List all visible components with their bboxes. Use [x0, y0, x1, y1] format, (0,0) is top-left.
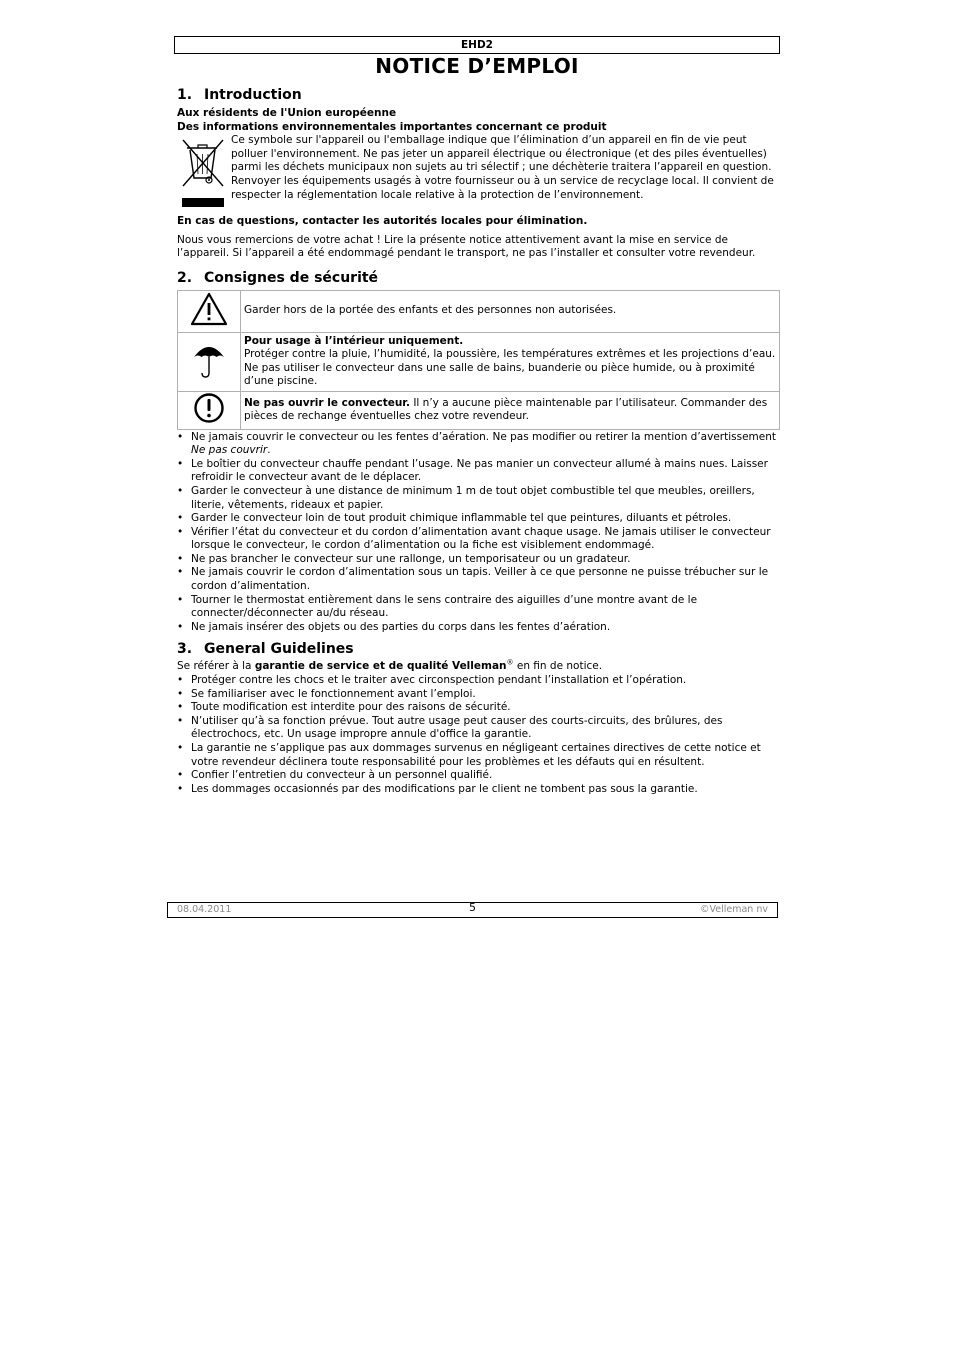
- safety-text-indoor: Pour usage à l’intérieur uniquement. Protéger contre la pluie, l’humidité, la poussière, les températures extrêmes et les projections d’eau. Ne pas utiliser le convecteur dans une salle de bains, buanderie ou pièce humide, ou à proximité d’une piscine.: [241, 332, 780, 391]
- umbrella-icon: [178, 332, 241, 391]
- list-item: • Ne jamais insérer des objets ou des parties du corps dans les fentes d’aération.: [177, 621, 779, 635]
- safety-text-do-not-open: Ne pas ouvrir le convecteur. Il n’y a aucune pièce maintenable par l’utilisateur. Commander des pièces de rechange éventuelles chez votre revendeur.: [241, 391, 780, 429]
- questions-line: En cas de questions, contacter les autorités locales pour élimination.: [177, 215, 588, 228]
- list-item: • Se familiariser avec le fonctionnement avant l’emploi.: [177, 688, 779, 702]
- list-item: • Ne pas brancher le convecteur sur une rallonge, un temporisateur ou un gradateur.: [177, 553, 779, 567]
- list-item: • Toute modification est interdite pour des raisons de sécurité.: [177, 701, 779, 715]
- list-item: • Vérifier l’état du convecteur et du cordon d’alimentation avant chaque usage. Ne jamais utiliser le convecteur lorsque le convecteur, le cordon d’alimentation ou la fiche est visiblement endommagé.: [177, 526, 779, 553]
- guidelines-bullet-list: [177, 674, 779, 796]
- page-footer: [167, 902, 778, 918]
- list-item: • Protéger contre les chocs et le traiter avec circonspection pendant l’installation et l’opération.: [177, 674, 779, 688]
- list-item: • Garder le convecteur loin de tout produit chimique inflammable tel que peintures, diluants et pétroles.: [177, 512, 779, 526]
- safety-row: [178, 391, 780, 429]
- footer-copyright: ©Velleman nv: [700, 904, 768, 915]
- eu-residents-line: Aux résidents de l'Union européenne: [177, 107, 397, 119]
- list-item: • Ne jamais couvrir le cordon d’alimentation sous un tapis. Veiller à ce que personne ne puisse trébucher sur le cordon d’alimentation.: [177, 566, 779, 593]
- weee-text: Ce symbole sur l'appareil ou l'emballage indique que l’élimination d’un appareil en fin de vie peut polluer l'environnement. Ne pas jeter un appareil électrique ou électronique (et des piles éventuelles) parmi les déchets municipaux non sujets au tri sélectif ; une déchèterie traitera l’appareil en question. Renvoyer les équipements usagés à votre fournisseur ou à un service de recyclage local. Il convient de respecter la réglementation locale relative à la protection de l’environnement.: [231, 134, 774, 201]
- warranty-reference: Se référer à la garantie de service et de qualité Velleman® en fin de notice.: [177, 658, 603, 673]
- model-name: EHD2: [461, 39, 493, 51]
- safety-row: [178, 290, 780, 332]
- list-item: • La garantie ne s’applique pas aux dommages survenus en négligeant certaines directives de cette notice et votre revendeur déclinera toute responsabilité pour les problèmes et les défauts qui en résultent.: [177, 742, 779, 769]
- section-heading-safety: 2. Consignes de sécurité: [177, 269, 379, 286]
- document-title: NOTICE D’EMPLOI: [375, 54, 579, 78]
- list-item: • Les dommages occasionnés par des modifications par le client ne tombent pas sous la garantie.: [177, 783, 779, 797]
- list-item: • N’utiliser qu’à sa fonction prévue. Tout autre usage peut causer des courts-circuits, des brûlures, des électrochocs, etc. Un usage impropre annule d'office la garantie.: [177, 715, 779, 742]
- section-heading-introduction: 1. Introduction: [177, 87, 302, 103]
- safety-row: [178, 332, 780, 391]
- list-item: • Tourner le thermostat entièrement dans le sens contraire des aiguilles d’une montre avant de le connecter/déconnecter au/du réseau.: [177, 594, 779, 621]
- safety-text-children: Garder hors de la portée des enfants et des personnes non autorisées.: [241, 290, 780, 332]
- list-item: • Garder le convecteur à une distance de minimum 1 m de tout objet combustible tel que meubles, oreillers, literie, vêtements, rideaux et papier.: [177, 485, 779, 512]
- safety-bullet-list: [177, 431, 779, 635]
- crossed-bin-icon: [177, 134, 231, 216]
- footer-date: 08.04.2011: [177, 904, 232, 915]
- thanks-paragraph: Nous vous remercions de votre achat ! Lire la présente notice attentivement avant la mise en service de l’appareil. Si l’appareil a été endommagé pendant le transport, ne pas l’installer et consulter votre revendeur.: [177, 233, 756, 260]
- exclamation-circle-icon: [178, 391, 241, 429]
- page-number: 5: [469, 901, 476, 914]
- safety-table: [177, 290, 780, 430]
- section-heading-guidelines: 3. General Guidelines: [177, 641, 354, 658]
- list-item: • Ne jamais couvrir le convecteur ou les fentes d’aération. Ne pas modifier ou retirer la mention d’avertissement Ne pas couvrir.: [177, 431, 779, 458]
- environment-info-line: Des informations environnementales importantes concernant ce produit: [177, 120, 607, 133]
- weee-notice: [177, 134, 779, 216]
- model-header: [174, 36, 780, 54]
- list-item: • Confier l’entretien du convecteur à un personnel qualifié.: [177, 769, 779, 783]
- warning-triangle-icon: [178, 290, 241, 332]
- list-item: • Le boîtier du convecteur chauffe pendant l’usage. Ne pas manier un convecteur allumé à mains nues. Laisser refroidir le convecteur avant de le déplacer.: [177, 458, 779, 485]
- content: [177, 86, 779, 796]
